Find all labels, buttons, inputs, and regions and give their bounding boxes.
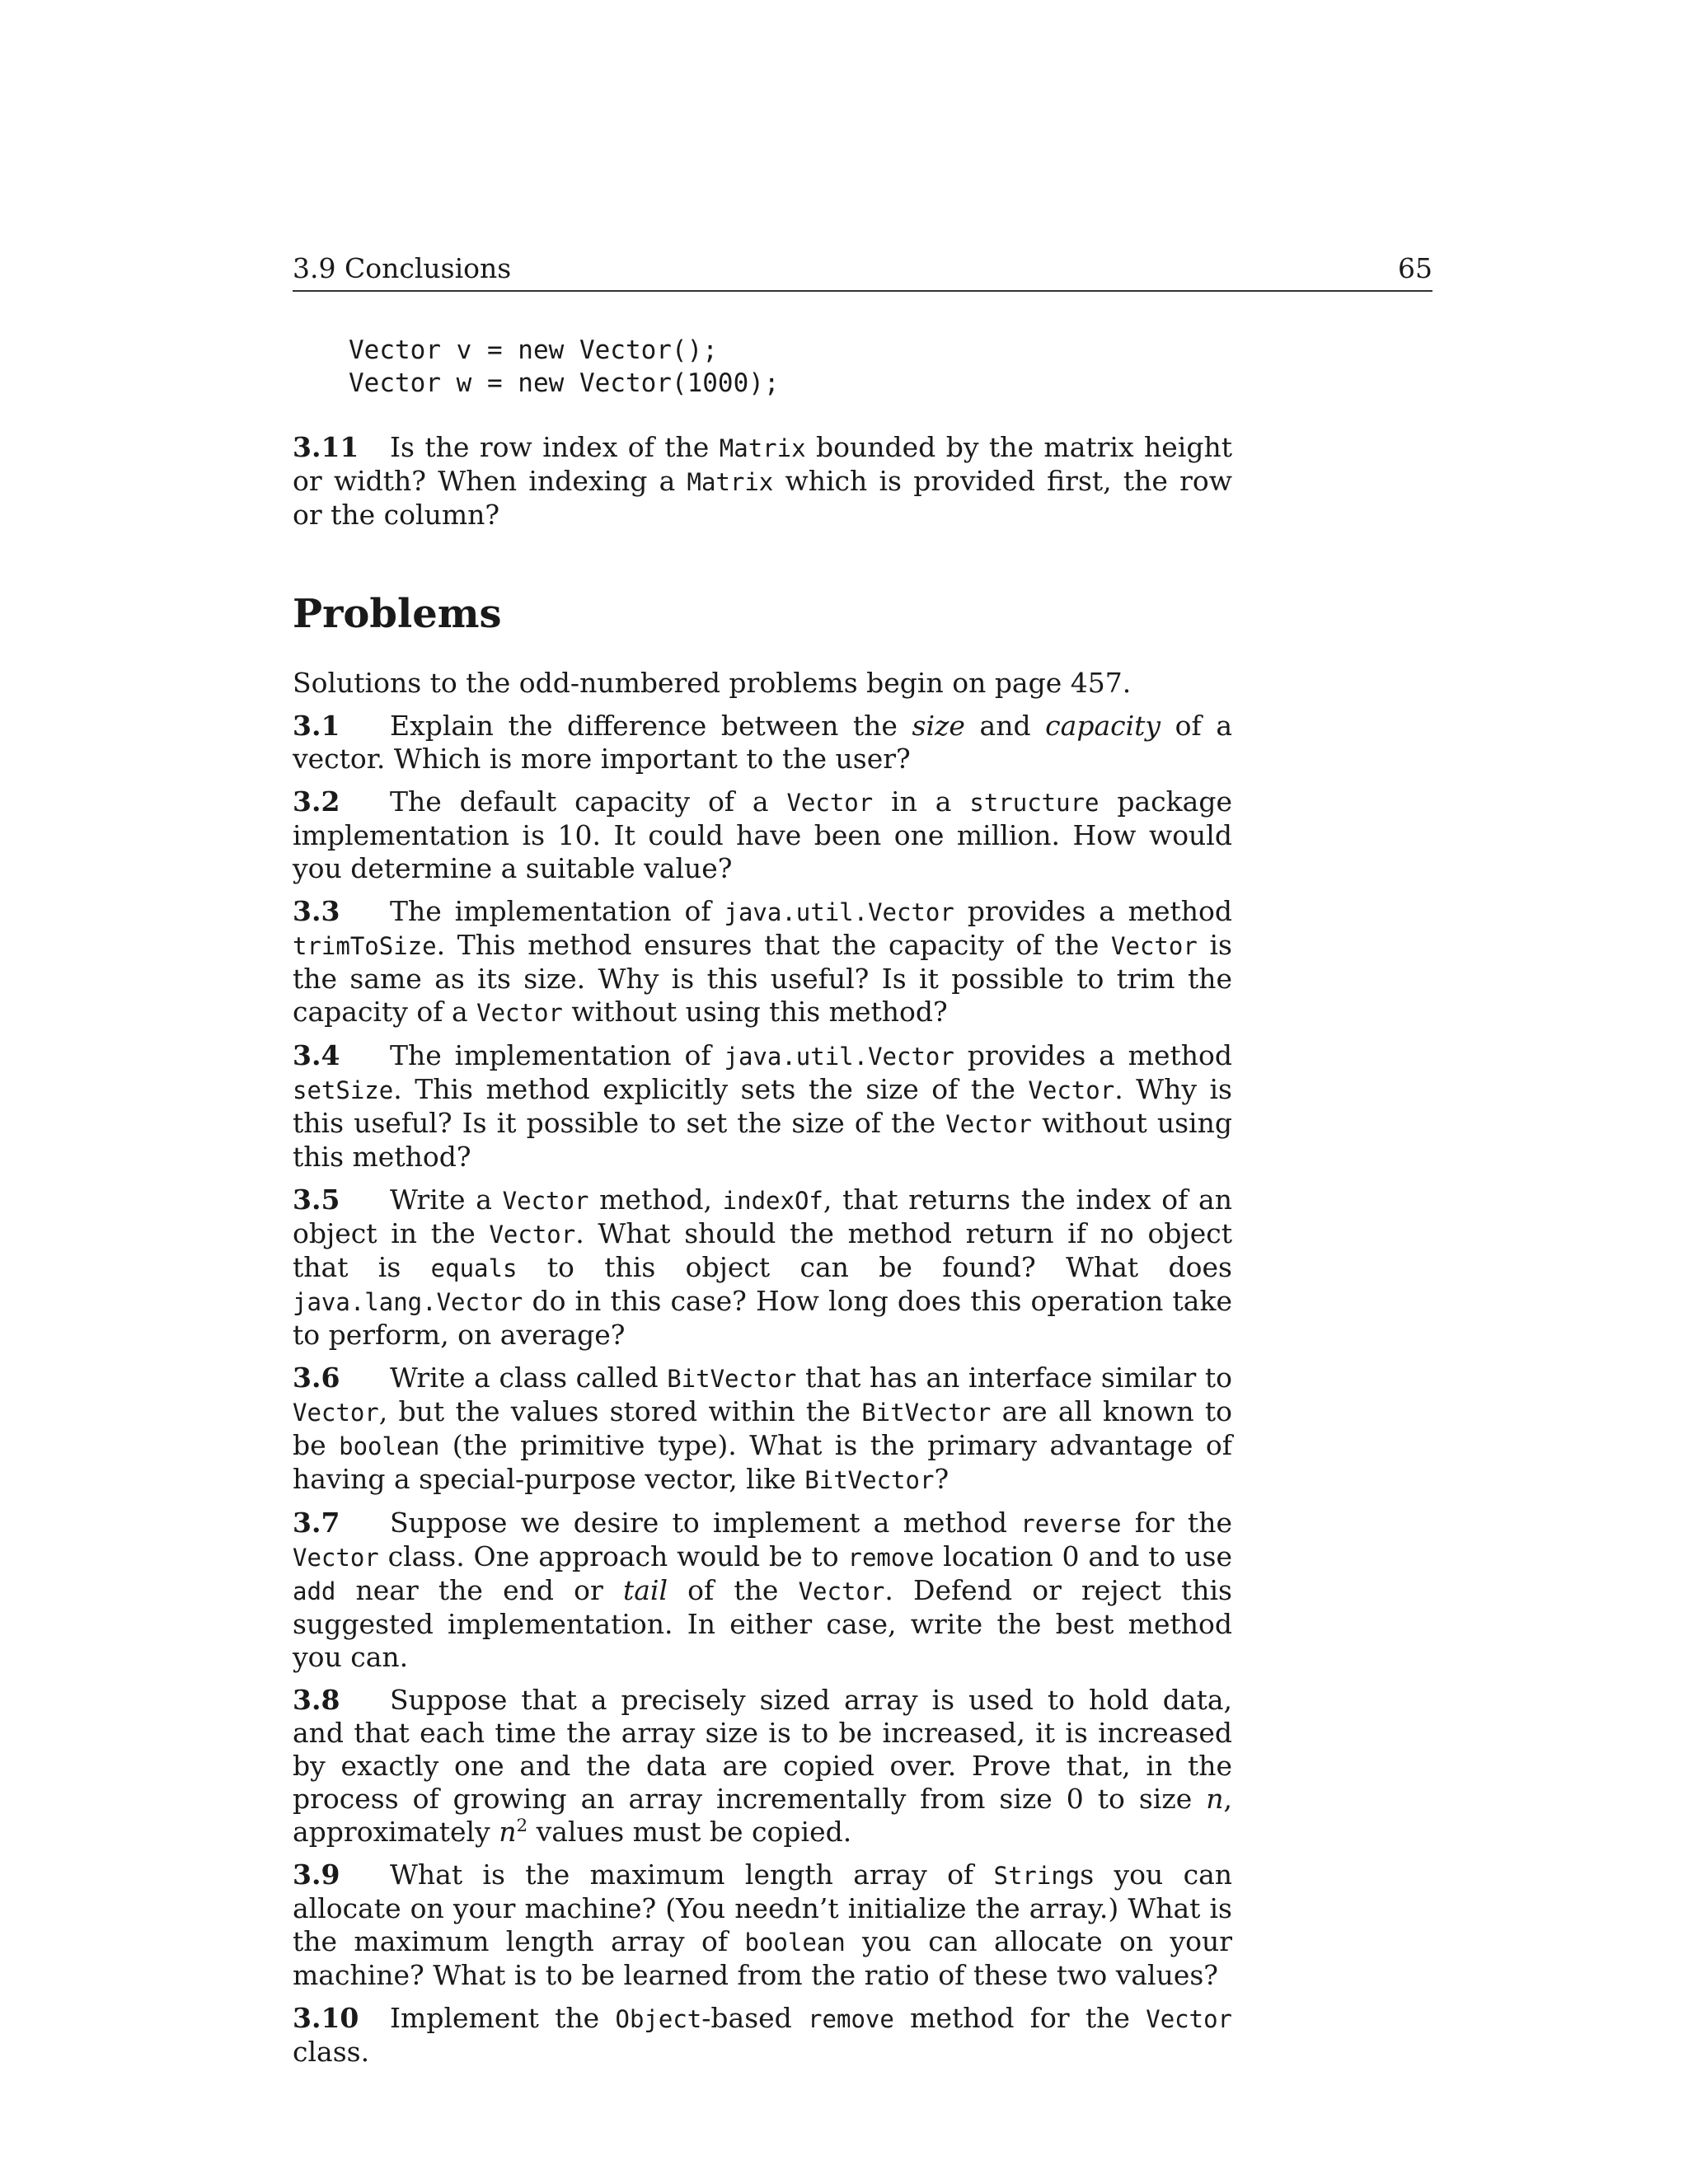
problem-3-5 xyxy=(293,1183,1232,1352)
text: s you can allocate on your machine? (You needn’t initialize the array.) What is the maximum length array of xyxy=(293,1858,1233,1957)
emphasis: size xyxy=(912,710,965,742)
exercise-3-11 xyxy=(293,431,1232,532)
code-term: trimToSize xyxy=(293,932,437,960)
text: that has an interface similar to xyxy=(796,1361,1232,1394)
text: class. One approach would be to xyxy=(378,1540,848,1572)
code-term: java.util.Vector xyxy=(724,1043,954,1071)
text: , that returns the index of an object in the xyxy=(293,1183,1232,1249)
problem-3-9 xyxy=(293,1858,1232,1992)
code-term: equals xyxy=(430,1254,518,1282)
text: of a vector. Which is more important to the user? xyxy=(293,710,1232,775)
problems-intro: Solutions to the odd-numbered problems begin on page 457. xyxy=(293,667,1132,699)
text: you can allocate on your machine? What is to be learned from the ratio of these two values? xyxy=(293,1925,1232,1991)
text: The default capacity of a xyxy=(390,785,787,818)
code-block xyxy=(349,334,1232,400)
text: . Defend or reject this suggested implementation. In either case, write the best method you can. xyxy=(293,1574,1232,1673)
problem-number: 3.4 xyxy=(293,1039,340,1071)
text: to this object can be found? What does xyxy=(517,1251,1232,1283)
problem-number: 3.6 xyxy=(293,1361,340,1394)
text: do in this case? How long does this operation take to perform, on average? xyxy=(293,1285,1232,1351)
emphasis: capacity xyxy=(1045,710,1161,742)
text: location 0 and to use xyxy=(934,1540,1233,1572)
text: method for the xyxy=(893,2002,1146,2034)
text: Suppose that a precisely sized array is used to hold data, and that each time the array size is to be increased, it is increased by exactly one and the data are copied over. Prove that, in the process of growing an array incrementally from size 0 to size xyxy=(293,1684,1232,1815)
page-number: 65 xyxy=(1398,252,1432,284)
code-term: java.util.Vector xyxy=(724,898,954,926)
code-term: Vector xyxy=(293,1544,379,1572)
code-term: indexOf xyxy=(722,1187,823,1215)
problem-3-7 xyxy=(293,1507,1232,1674)
text: . What should the method return if no object that is xyxy=(293,1217,1232,1283)
text: are all known to be xyxy=(293,1395,1232,1461)
code-term: Vector xyxy=(786,789,874,817)
code-term: Vector xyxy=(476,999,563,1027)
text: , approximately xyxy=(293,1783,1232,1848)
problem-3-8 xyxy=(293,1684,1232,1849)
text: bounded by the matrix height or width? When indexing a xyxy=(293,431,1233,497)
text: without using this method? xyxy=(293,1107,1232,1173)
code-term: setSize xyxy=(293,1076,394,1104)
code-term: Matrix xyxy=(687,468,774,496)
text: Write a xyxy=(390,1183,503,1216)
code-term: Object xyxy=(615,2005,702,2033)
code-term: BitVector xyxy=(667,1365,797,1393)
code-term: java.lang.Vector xyxy=(293,1288,523,1316)
code-term: remove xyxy=(847,1544,935,1572)
text: values must be copied. xyxy=(528,1816,852,1848)
code-term: Matrix xyxy=(719,434,806,462)
text: Write a class called xyxy=(390,1361,668,1394)
problem-number: 3.2 xyxy=(293,785,340,818)
text: Explain the difference between the xyxy=(390,710,912,742)
text: The implementation of xyxy=(390,1039,724,1071)
text: of the xyxy=(668,1574,799,1606)
text: . This method ensures that the capacity of the xyxy=(436,929,1112,961)
code-term: BitVector xyxy=(861,1399,992,1427)
code-term: Vector xyxy=(1146,2005,1232,2033)
problem-number: 3.9 xyxy=(293,1858,340,1891)
problem-number: 3.1 xyxy=(293,710,340,742)
text: The implementation of xyxy=(390,895,724,927)
problem-3-3 xyxy=(293,895,1232,1029)
code-term: Vector xyxy=(489,1221,576,1249)
math-var: n xyxy=(1206,1783,1224,1815)
page-content xyxy=(293,334,1232,2079)
problem-number: 3.8 xyxy=(293,1684,340,1716)
problem-3-4 xyxy=(293,1039,1232,1174)
code-term: boolean xyxy=(744,1929,846,1957)
code-term: Vector xyxy=(1111,932,1198,960)
text: class. xyxy=(293,2036,370,2068)
text: which is provided first, the row or the column? xyxy=(293,465,1232,531)
text: (the primitive type). What is the primary advantage of having a special-purpose vector, like xyxy=(293,1429,1232,1495)
problem-3-6 xyxy=(293,1361,1232,1497)
problem-number: 3.5 xyxy=(293,1183,340,1216)
running-head xyxy=(293,252,1432,292)
code-term: String xyxy=(993,1862,1081,1890)
problem-number: 3.3 xyxy=(293,895,340,927)
problem-number: 3.7 xyxy=(293,1507,340,1539)
text: . This method explicitly sets the size of the xyxy=(393,1073,1029,1105)
code-line: Vector w = new Vector(1000); xyxy=(349,368,780,398)
text: provides a method xyxy=(954,1039,1232,1071)
text: ? xyxy=(934,1463,950,1495)
problem-3-10 xyxy=(293,2002,1232,2069)
text: package implementation is 10. It could have been one million. How would you determine a suitable value? xyxy=(293,785,1232,884)
text: What is the maximum length array of xyxy=(390,1858,994,1891)
code-term: Vector xyxy=(293,1399,379,1427)
running-head-section: 3.9 Conclusions xyxy=(293,252,512,284)
text: provides a method xyxy=(954,895,1232,927)
text: . Why is this useful? Is it possible to set the size of the xyxy=(293,1073,1232,1139)
text: Implement the xyxy=(390,2002,616,2034)
code-term: Vector xyxy=(502,1187,589,1215)
text: is the same as its size. Why is this useful? Is it possible to trim the capacity of a xyxy=(293,929,1232,1028)
problem-number: 3.10 xyxy=(293,2002,359,2034)
code-line: Vector v = new Vector(); xyxy=(349,335,718,365)
problems-heading: Problems xyxy=(293,591,502,637)
code-term: Vector xyxy=(945,1110,1032,1138)
code-term: boolean xyxy=(339,1432,440,1460)
code-term: Vector xyxy=(1028,1076,1115,1104)
text: near the end or xyxy=(335,1574,623,1606)
text: in a xyxy=(873,785,970,818)
exponent: 2 xyxy=(516,1816,528,1836)
text: and xyxy=(964,710,1046,742)
text: Is the row index of the xyxy=(390,431,720,463)
exercise-number: 3.11 xyxy=(293,431,359,463)
text: method, xyxy=(588,1183,723,1216)
code-term: remove xyxy=(808,2005,894,2033)
code-term: Vector xyxy=(798,1577,885,1605)
code-term: reverse xyxy=(1020,1510,1122,1538)
code-term: structure xyxy=(969,789,1100,817)
text: for the xyxy=(1121,1507,1232,1539)
problem-3-2 xyxy=(293,785,1232,885)
math-var: n xyxy=(499,1816,517,1848)
emphasis: tail xyxy=(622,1574,668,1606)
code-term: add xyxy=(293,1577,336,1605)
text: , but the values stored within the xyxy=(378,1395,862,1427)
text: without using this method? xyxy=(562,996,948,1028)
code-term: BitVector xyxy=(804,1466,935,1494)
problem-3-1 xyxy=(293,710,1232,776)
text: Suppose we desire to implement a method xyxy=(390,1507,1021,1539)
text: -based xyxy=(701,2002,809,2034)
